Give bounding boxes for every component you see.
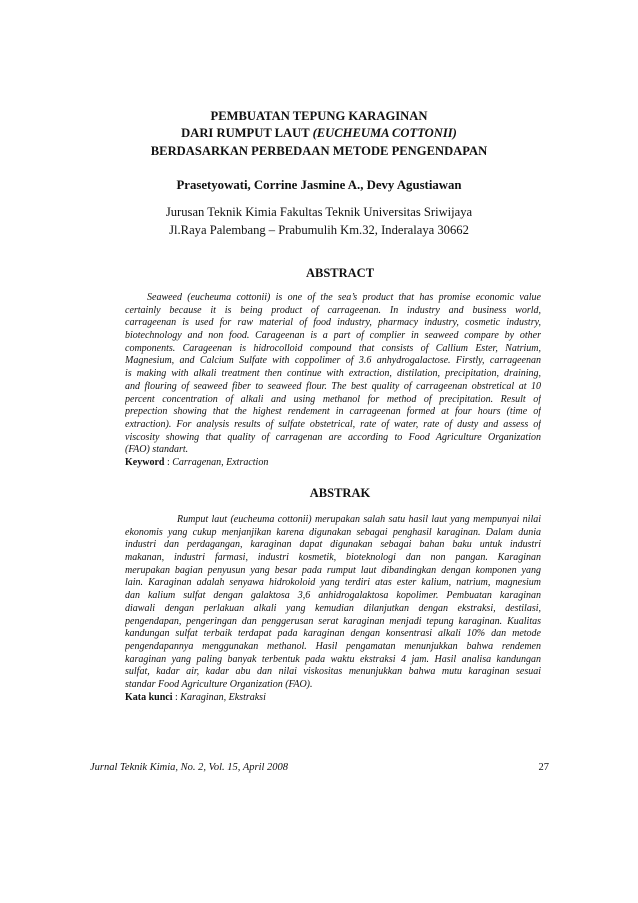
abstract-line: Seaweed (eucheuma cottonii) is one of the sea’s product that has promise economic value <box>147 292 541 303</box>
abstrak-line: pengendapan, pengeringan dan penggerusan serat karaginan menjadi tepung karaginan. Kualitas <box>125 615 541 627</box>
title-line-3: BERDASARKAN PERBEDAAN METODE PENGENDAPAN <box>150 144 488 158</box>
abstrak-heading: ABSTRAK <box>309 486 371 500</box>
abstract-line: viscosity showing that quality of carragenan are according to Food Agriculture Organization <box>125 431 541 443</box>
abstrak-body <box>125 514 541 704</box>
title-line-1: PEMBUATAN TEPUNG KARAGINAN <box>210 109 428 123</box>
abstract-keywords <box>125 457 541 470</box>
keyword-label: Keyword <box>125 456 165 468</box>
abstract-line: carrageenan is used for raw material of food industry, pharmacy industry, cosmetic industry, <box>125 317 541 329</box>
abstract-line: (FAO) standart. <box>125 444 189 456</box>
abstract-line: components. Carageenan is hidrocolloid compound that consists of Callium Ester, Natrium, <box>125 342 541 354</box>
abstrak-line: ekonomis yang cukup menjanjikan karena digunakan sebagai penghasil karaginan. Dalam dunia <box>125 526 541 538</box>
page-number: 27 <box>538 762 549 773</box>
kata-kunci-label: Kata kunci <box>125 691 173 703</box>
journal-citation: Jurnal Teknik Kimia, No. 2, Vol. 15, April 2008 <box>90 762 289 773</box>
abstract-line: extraction). For analysis results of sulfate obstetrical, rate of water, rate of dusty and assess of <box>125 418 541 430</box>
abstract-body <box>125 292 541 470</box>
abstrak-line: karaginan yang paling banyak terbentuk pada waktu ekstraksi 4 jam. Hasil analisa kandungan <box>125 653 541 665</box>
authors: Prasetyowati, Corrine Jasmine A., Devy Agustiawan <box>176 178 462 192</box>
abstrak-line: dan kalium sulfat dengan galaktosa 3,6 anhidrogalaktosa kopolimer. Pembuatan karaginan <box>125 590 541 602</box>
abstract-line: is making with alkali treatment then continue with extraction, distilation, precipitation, draining, <box>125 368 541 380</box>
abstrak-line: pengendapannya menggunakan methanol. Hasil pengamatan menunjukkan bahwa rendemen <box>125 640 541 652</box>
abstract-line: Magnesium, and Calcium Sulfate with coppolimer of 3.6 anhydrogalactose. Firstly, carrageenan <box>125 355 541 367</box>
abstrak-line: sulfat, kadar air, kadar abu dan nilai viskositas menunjukkan bahwa mutu karaginan sesuai <box>125 666 541 678</box>
abstract-line: biotechnology and non food. Carageenan is a part of complier in seaweed compare by other <box>125 330 541 342</box>
abstrak-line: makanan, industri farmasi, industri kosmetik, bioteknologi dan non pangan. Karaginan <box>125 552 541 564</box>
abstrak-line: kandungan sulfat terbaik terdapat pada karaginan dengan konsentrasi alkali 10% dan metode <box>125 628 541 640</box>
title-line-2-species: (EUCHEUMA COTTONII) <box>312 126 457 140</box>
abstrak-line: Rumput laut (eucheuma cottonii) merupakan salah satu hasil laut yang mempunyai nilai <box>177 514 541 525</box>
abstract-line: certainly because it is being product of carrageenan. In industry and business world, <box>125 304 541 316</box>
abstrak-line: lain. Karaginan adalah senyawa hidrokoloid yang terdiri atas ester kalium, natrium, magnesium <box>125 577 541 589</box>
kata-kunci-separator: : <box>172 691 181 703</box>
kata-kunci-values: Karaginan, Ekstraksi <box>180 691 266 703</box>
abstract-line: prepection showing that the highest rendement in carrageenan formed at four hours (time of <box>125 406 541 418</box>
title-line-2 <box>90 125 548 142</box>
keyword-separator: : <box>164 456 173 468</box>
abstrak-line: standar Food Agriculture Organization (FAO). <box>125 678 313 690</box>
abstrak-line: merupakan bagian penyusun yang besar pada rumput laut dibandingkan dengan komponen yang <box>125 564 541 576</box>
affiliation-line-2: Jl.Raya Palembang – Prabumulih Km.32, Inderalaya 30662 <box>169 223 469 237</box>
abstrak-line: industri dan perdagangan, karaginan dapat digunakan sebagai bahan baku untuk industri <box>125 539 541 551</box>
title-line-2-text: DARI RUMPUT LAUT <box>181 126 313 140</box>
affiliation-line-1: Jurusan Teknik Kimia Fakultas Teknik Universitas Sriwijaya <box>165 205 473 219</box>
abstract-line: percent concentration of alkali and using methanol for method of precipitation. Result of <box>125 393 541 405</box>
abstract-heading: ABSTRACT <box>305 266 375 280</box>
abstract-line: and flouring of seaweed fiber to seaweed flour. The best quality of carrageenan obstretical at 10 <box>125 380 541 392</box>
abstrak-line: diawali dengan perlakuan alkali yang kemudian dilanjutkan dengan ekstraksi, destilasi, <box>125 602 541 614</box>
abstrak-keywords <box>125 692 541 705</box>
keyword-values: Carragenan, Extraction <box>172 456 269 468</box>
